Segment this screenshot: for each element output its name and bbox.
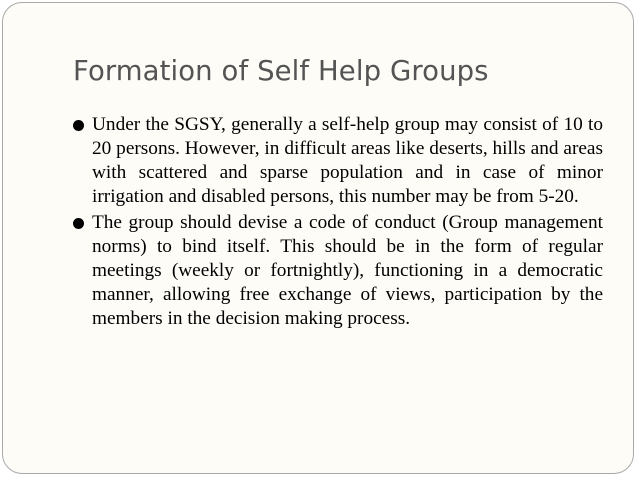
bullet-dot-icon (73, 218, 84, 229)
bullet-dot-icon (73, 120, 84, 131)
slide-frame (2, 2, 634, 474)
bullet-item (73, 113, 603, 209)
bullet-item (73, 211, 603, 331)
bullet-text: The group should devise a code of conduct (Group management norms) to bind itself. This should be in the form of regular meetings (weekly or fortnightly), functioning in a democratic manner, allowing free exchange of views, participation by the members in the decision making process. (92, 212, 603, 329)
bullet-text: Under the SGSY, generally a self-help group may consist of 10 to 20 persons. However, in difficult areas like deserts, hills and areas with scattered and sparse population and in case of minor irrigation and disabled persons, this number may be from 5-20. (92, 114, 603, 207)
bullet-list (73, 113, 603, 333)
slide-title: Formation of Self Help Groups (73, 55, 489, 87)
